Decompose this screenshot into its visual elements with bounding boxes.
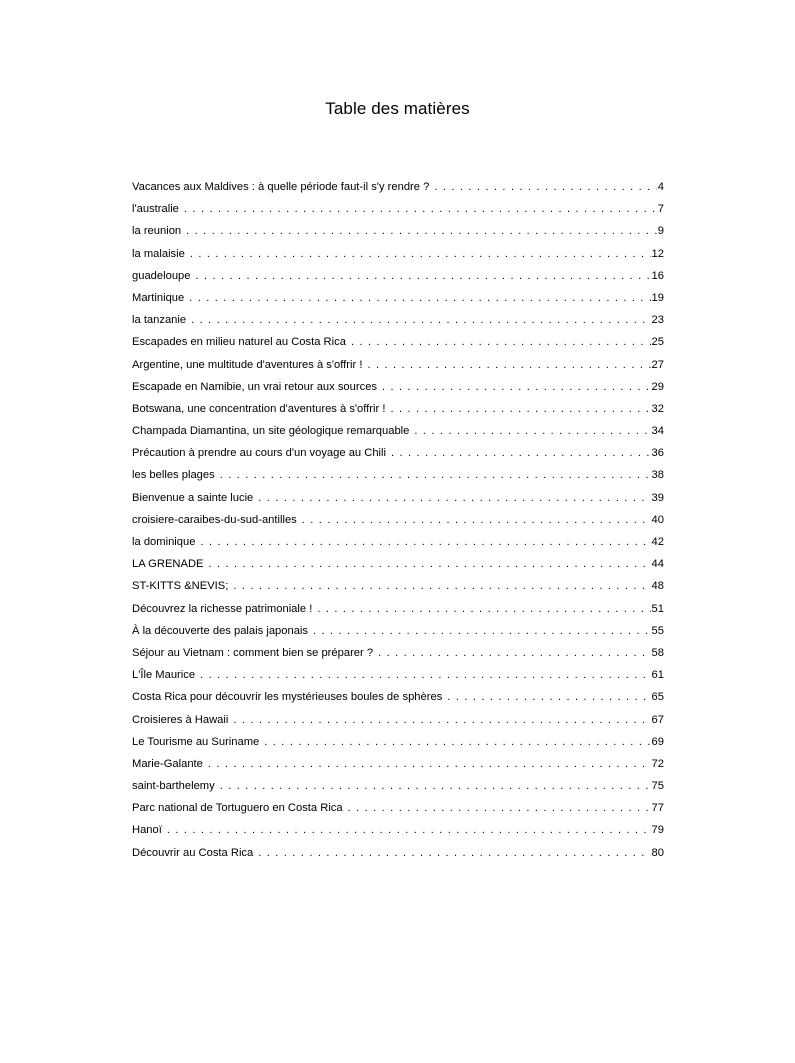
toc-entry[interactable] <box>132 220 664 242</box>
toc-entry[interactable] <box>132 487 664 509</box>
toc-entry-title[interactable]: Botswana, une concentration d'aventures à s'offrir ! <box>132 402 386 415</box>
toc-entry[interactable] <box>132 265 664 287</box>
toc-entry[interactable] <box>132 731 664 753</box>
toc-dot-leader <box>447 686 650 708</box>
toc-dot-leader <box>391 442 651 464</box>
toc-entry-title[interactable]: Champada Diamantina, un site géologique remarquable <box>132 425 410 438</box>
toc-entry-title[interactable]: Martinique <box>132 291 185 304</box>
toc-entry-page-number: 36 <box>651 447 664 460</box>
toc-entry-page-number: 55 <box>651 624 664 637</box>
toc-dot-leader <box>195 265 650 287</box>
toc-entry-title[interactable]: la dominique <box>132 536 196 548</box>
toc-entry[interactable] <box>132 797 664 819</box>
toc-entry[interactable] <box>132 376 664 398</box>
toc-entry[interactable] <box>132 819 664 841</box>
toc-entry-page-number: 75 <box>651 780 664 793</box>
toc-entry-title[interactable]: Le Tourisme au Suriname <box>132 735 260 748</box>
toc-entry-title[interactable]: Découvrir au Costa Rica <box>132 846 254 859</box>
toc-dot-leader <box>414 420 650 442</box>
toc-entry-title[interactable]: Précaution à prendre au cours d'un voyage au Chili <box>132 447 387 460</box>
toc-dot-leader <box>220 464 651 486</box>
toc-dot-leader <box>390 398 650 420</box>
toc-entry-page-number: 80 <box>651 846 664 859</box>
toc-entry-title[interactable]: LA GRENADE <box>132 558 204 571</box>
toc-dot-leader <box>184 198 657 220</box>
toc-entry-title[interactable]: Marie-Galante <box>132 757 203 770</box>
toc-dot-leader <box>382 376 651 398</box>
toc-entry-page-number: 19 <box>651 291 664 304</box>
toc-entry-title[interactable]: À la découverte des palais japonais <box>132 624 309 637</box>
toc-entry-page-number: 38 <box>651 469 664 482</box>
toc-dot-leader <box>313 620 651 642</box>
toc-entry[interactable] <box>132 309 664 331</box>
toc-entry-title[interactable]: la reunion <box>132 225 182 238</box>
toc-dot-leader <box>233 709 650 731</box>
toc-entry-title[interactable]: Découvrez la richesse patrimoniale ! <box>132 602 313 615</box>
toc-entry-title[interactable]: Croisieres à Hawaii <box>132 713 229 726</box>
toc-entry[interactable] <box>132 464 664 486</box>
toc-dot-leader <box>191 309 650 331</box>
toc-entry-title[interactable]: les belles plages <box>132 469 215 482</box>
toc-dot-leader <box>189 287 650 309</box>
toc-entry-page-number: 25 <box>651 336 664 349</box>
toc-entry[interactable] <box>132 531 664 553</box>
toc-dot-leader <box>434 176 656 198</box>
toc-entry[interactable] <box>132 198 664 220</box>
toc-entry-page-number: 51 <box>651 602 664 615</box>
toc-entry-title[interactable]: Escapade en Namibie, un vrai retour aux sources <box>132 380 378 393</box>
toc-entry-title[interactable]: croisiere-caraibes-du-sud-antilles <box>132 513 297 526</box>
toc-entry-title[interactable]: la tanzanie <box>132 314 187 327</box>
toc-entry-title[interactable]: guadeloupe <box>132 269 191 282</box>
toc-entry[interactable] <box>132 176 664 198</box>
toc-entry-page-number: 7 <box>657 203 664 216</box>
toc-entry-page-number: 29 <box>651 380 664 393</box>
toc-entry[interactable] <box>132 243 664 265</box>
toc-entry[interactable] <box>132 575 664 597</box>
toc-dot-leader <box>317 598 650 620</box>
toc-entry[interactable] <box>132 753 664 775</box>
toc-entry-title[interactable]: Argentine, une multitude d'aventures à s'offrir ! <box>132 358 363 371</box>
toc-dot-leader <box>200 531 650 553</box>
toc-entry[interactable] <box>132 842 664 864</box>
toc-entry-page-number: 12 <box>651 247 664 260</box>
toc-entry[interactable] <box>132 420 664 442</box>
toc-entry-title[interactable]: saint-barthelemy <box>132 780 215 793</box>
toc-dot-leader <box>167 819 651 841</box>
toc-entry[interactable] <box>132 287 664 309</box>
toc-entry[interactable] <box>132 664 664 686</box>
toc-entry-page-number: 40 <box>651 513 664 526</box>
toc-entry-title[interactable]: Parc national de Tortuguero en Costa Rica <box>132 802 343 815</box>
toc-entry-title[interactable]: Costa Rica pour découvrir les mystérieuses boules de sphères <box>132 691 443 704</box>
toc-entry-title[interactable]: L'Île Maurice <box>132 669 196 682</box>
table-of-contents <box>132 176 664 864</box>
toc-entry-page-number: 65 <box>651 691 664 704</box>
toc-dot-leader <box>258 842 650 864</box>
toc-entry-page-number: 58 <box>651 646 664 659</box>
toc-entry-page-number: 23 <box>651 314 664 327</box>
toc-entry-title[interactable]: la malaisie <box>132 247 185 260</box>
toc-dot-leader <box>200 664 650 686</box>
toc-entry[interactable] <box>132 442 664 464</box>
toc-dot-leader <box>378 642 650 664</box>
toc-dot-leader <box>258 487 650 509</box>
toc-dot-leader <box>233 575 650 597</box>
toc-entry[interactable] <box>132 686 664 708</box>
toc-entry-title[interactable]: Escapades en milieu naturel au Costa Rica <box>132 336 346 349</box>
toc-entry-page-number: 72 <box>651 757 664 770</box>
toc-entry-title[interactable]: ST-KITTS &NEVIS; <box>132 580 229 593</box>
toc-entry-page-number: 48 <box>651 580 664 593</box>
toc-entry-page-number: 4 <box>657 181 664 193</box>
toc-dot-leader <box>186 220 657 242</box>
toc-entry-page-number: 39 <box>651 491 664 504</box>
toc-entry[interactable] <box>132 509 664 531</box>
toc-dot-leader <box>302 509 651 531</box>
toc-entry-title[interactable]: Bienvenue a sainte lucie <box>132 491 254 504</box>
toc-entry-page-number: 34 <box>651 425 664 438</box>
toc-entry[interactable] <box>132 598 664 620</box>
toc-dot-leader <box>209 553 651 575</box>
page-title: Table des matières <box>325 99 470 118</box>
toc-entry[interactable] <box>132 642 664 664</box>
toc-entry-title[interactable]: Vacances aux Maldives : à quelle période faut-il s'y rendre ? <box>132 181 430 193</box>
toc-entry-page-number: 79 <box>651 824 664 837</box>
toc-entry-page-number: 67 <box>651 713 664 726</box>
toc-dot-leader <box>367 354 650 376</box>
toc-entry[interactable] <box>132 398 664 420</box>
toc-entry[interactable] <box>132 709 664 731</box>
toc-entry[interactable] <box>132 620 664 642</box>
toc-entry[interactable] <box>132 354 664 376</box>
toc-entry-title[interactable]: Hanoï <box>132 824 162 837</box>
toc-dot-leader <box>208 753 651 775</box>
toc-entry[interactable] <box>132 775 664 797</box>
toc-entry-page-number: 69 <box>651 735 664 748</box>
toc-entry-page-number: 27 <box>651 358 664 371</box>
toc-dot-leader <box>190 243 651 265</box>
toc-dot-leader <box>220 775 651 797</box>
toc-entry[interactable] <box>132 331 664 353</box>
toc-dot-leader <box>351 331 651 353</box>
toc-entry-page-number: 42 <box>651 536 664 548</box>
toc-entry-page-number: 77 <box>651 802 664 815</box>
toc-entry-page-number: 32 <box>651 402 664 415</box>
toc-entry-title[interactable]: l'australie <box>132 203 179 216</box>
toc-dot-leader <box>348 797 651 819</box>
toc-entry-page-number: 16 <box>651 269 664 282</box>
toc-entry-page-number: 44 <box>651 558 664 571</box>
toc-entry-title[interactable]: Séjour au Vietnam : comment bien se préparer ? <box>132 646 374 659</box>
toc-entry-page-number: 61 <box>651 669 664 682</box>
toc-entry-page-number: 9 <box>657 225 664 238</box>
toc-dot-leader <box>264 731 650 753</box>
toc-entry[interactable] <box>132 553 664 575</box>
